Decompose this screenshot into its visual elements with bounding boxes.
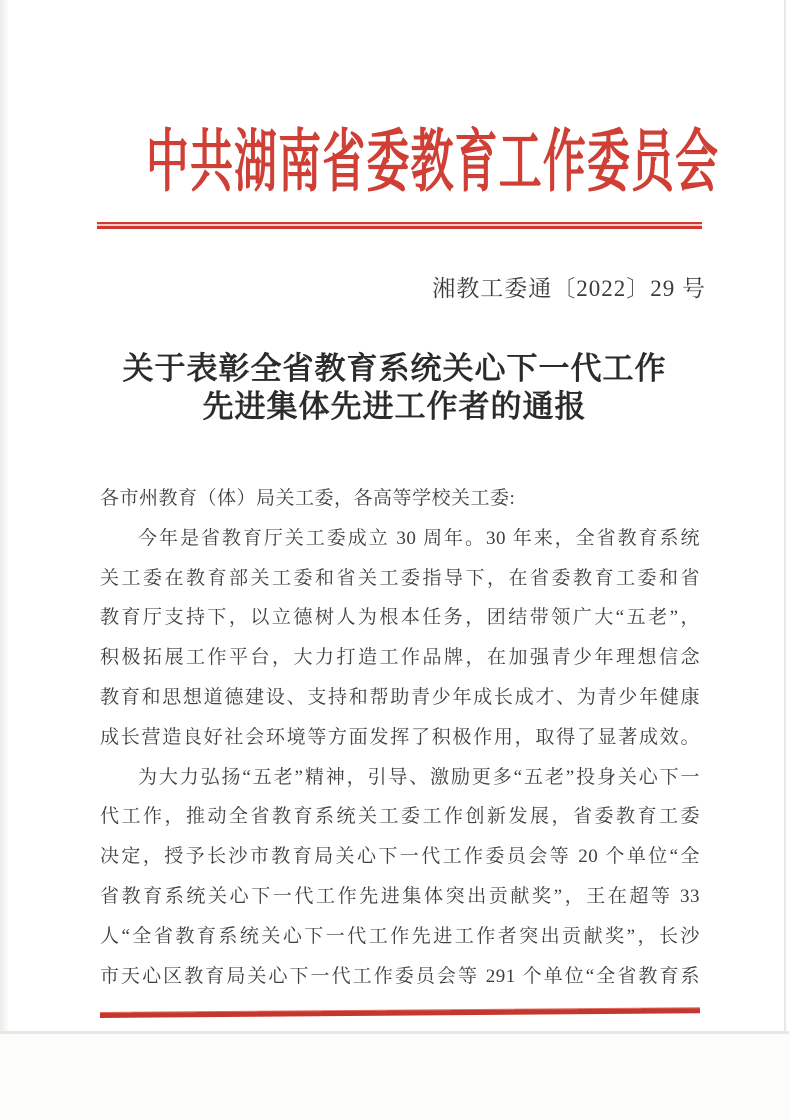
body-line: 人“全省教育系统关心下一代工作先进工作者突出贡献奖”，长沙: [100, 925, 700, 947]
body-line: 积极拓展工作平台，大力打造工作品牌，在加强青少年理想信念: [100, 647, 700, 669]
letterhead-double-rule: [97, 222, 702, 229]
body-line: 今年是省教育厅关工委成立 30 周年。30 年来，全省教育系统: [138, 527, 700, 549]
body-line: 决定，授予长沙市教育局关心下一代工作委员会等 20 个单位“全: [100, 846, 700, 868]
body-line: 为大力弘扬“五老”精神，引导、激励更多“五老”投身关心下一: [138, 766, 700, 788]
document-title-line1: 关于表彰全省教育系统关心下一代工作: [122, 351, 667, 386]
page-left-edge-shadow: [0, 0, 8, 1031]
document-title: [0, 350, 789, 426]
page-bottom-rule: [100, 1007, 700, 1018]
letterhead-org-name: 中共湖南省委教育工作委员会: [145, 124, 720, 200]
document-body: [100, 479, 700, 996]
body-line: 成长营造良好社会环境等方面发挥了积极作用，取得了显著成效。: [100, 726, 700, 748]
body-line: 市天心区教育局关心下一代工作委员会等 291 个单位“全省教育系: [100, 965, 700, 987]
body-line: 教育和思想道德建设、支持和帮助青少年成长成才、为青少年健康: [100, 686, 700, 708]
body-line: 代工作，推动全省教育系统关工委工作创新发展，省委教育工委: [100, 806, 700, 828]
body-line: 教育厅支持下，以立德树人为根本任务，团结带领广大“五老”，: [100, 607, 700, 629]
document-number: 湘教工委通〔2022〕29 号: [432, 276, 706, 301]
page-right-edge-shadow: [784, 0, 786, 1031]
body-line: 各市州教育（体）局关工委，各高等学校关工委:: [100, 488, 516, 509]
background-below-page: [0, 1034, 789, 1120]
body-line: 关工委在教育部关工委和省关工委指导下，在省委教育工委和省: [100, 567, 700, 589]
body-line: 省教育系统关心下一代工作先进集体突出贡献奖”，王在超等 33: [100, 885, 700, 907]
document-title-line2: 先进集体先进工作者的通报: [202, 389, 587, 424]
